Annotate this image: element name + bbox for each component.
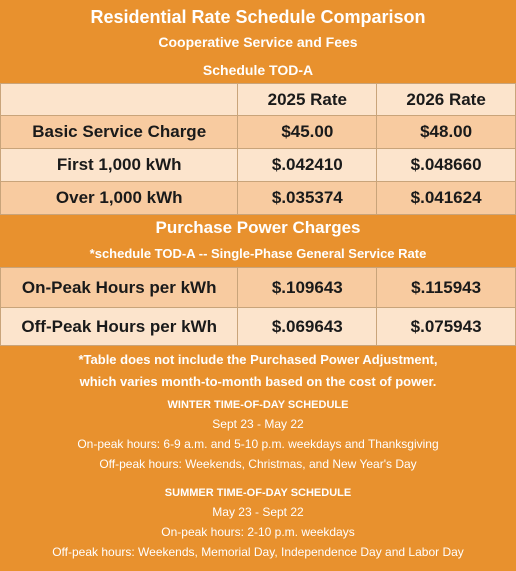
summer-off-peak-hours: Off-peak hours: Weekends, Memorial Day, Independence Day and Labor Day — [52, 545, 464, 559]
rate-2025-cell: $.109643 — [238, 268, 377, 308]
winter-schedule-heading: WINTER TIME-OF-DAY SCHEDULE — [167, 399, 349, 411]
summer-schedule-dates: May 23 - Sept 22 — [212, 505, 304, 519]
summer-schedule-heading: SUMMER TIME-OF-DAY SCHEDULE — [164, 487, 352, 499]
table-row — [1, 308, 516, 346]
footnote-line-2: which varies month-to-month based on the cost of power. — [79, 374, 437, 389]
row-label: Off-Peak Hours per kWh — [1, 308, 238, 346]
row-label: On-Peak Hours per kWh — [1, 268, 238, 308]
row-label: Over 1,000 kWh — [1, 182, 238, 215]
rate-2026-cell: $.075943 — [377, 308, 516, 346]
header-2026-rate: 2026 Rate — [377, 84, 516, 116]
summer-on-peak-hours: On-peak hours: 2-10 p.m. weekdays — [161, 525, 355, 539]
table-row — [1, 149, 516, 182]
purchase-power-title: Purchase Power Charges — [155, 218, 361, 237]
rates-table — [0, 83, 516, 215]
purchase-power-subtitle: *schedule TOD-A -- Single-Phase General Service Rate — [89, 246, 427, 261]
row-label: First 1,000 kWh — [1, 149, 238, 182]
rate-2025-cell: $45.00 — [238, 116, 377, 149]
header-2025-rate: 2025 Rate — [238, 84, 377, 116]
table-row — [1, 116, 516, 149]
rate-2025-cell: $.069643 — [238, 308, 377, 346]
winter-off-peak-hours: Off-peak hours: Weekends, Christmas, and New Year's Day — [99, 457, 417, 471]
page-subtitle: Cooperative Service and Fees — [158, 34, 358, 50]
footnote-line-1: *Table does not include the Purchased Power Adjustment, — [78, 352, 438, 367]
rates-table-header — [1, 84, 516, 116]
rate-2025-cell: $.035374 — [238, 182, 377, 215]
row-label: Basic Service Charge — [1, 116, 238, 149]
rate-2025-cell: $.042410 — [238, 149, 377, 182]
rate-2026-cell: $.048660 — [377, 149, 516, 182]
rate-2026-cell: $.115943 — [377, 268, 516, 308]
schedule-label: Schedule TOD-A — [202, 62, 314, 78]
winter-on-peak-hours: On-peak hours: 6-9 a.m. and 5-10 p.m. weekdays and Thanksgiving — [77, 437, 439, 451]
winter-schedule-dates: Sept 23 - May 22 — [212, 417, 304, 431]
rate-2026-cell: $.041624 — [377, 182, 516, 215]
purchase-power-table — [0, 267, 516, 346]
rate-2026-cell: $48.00 — [377, 116, 516, 149]
table-row — [1, 182, 516, 215]
header-blank-cell — [1, 84, 238, 116]
table-row — [1, 268, 516, 308]
page-title: Residential Rate Schedule Comparison — [90, 7, 426, 27]
